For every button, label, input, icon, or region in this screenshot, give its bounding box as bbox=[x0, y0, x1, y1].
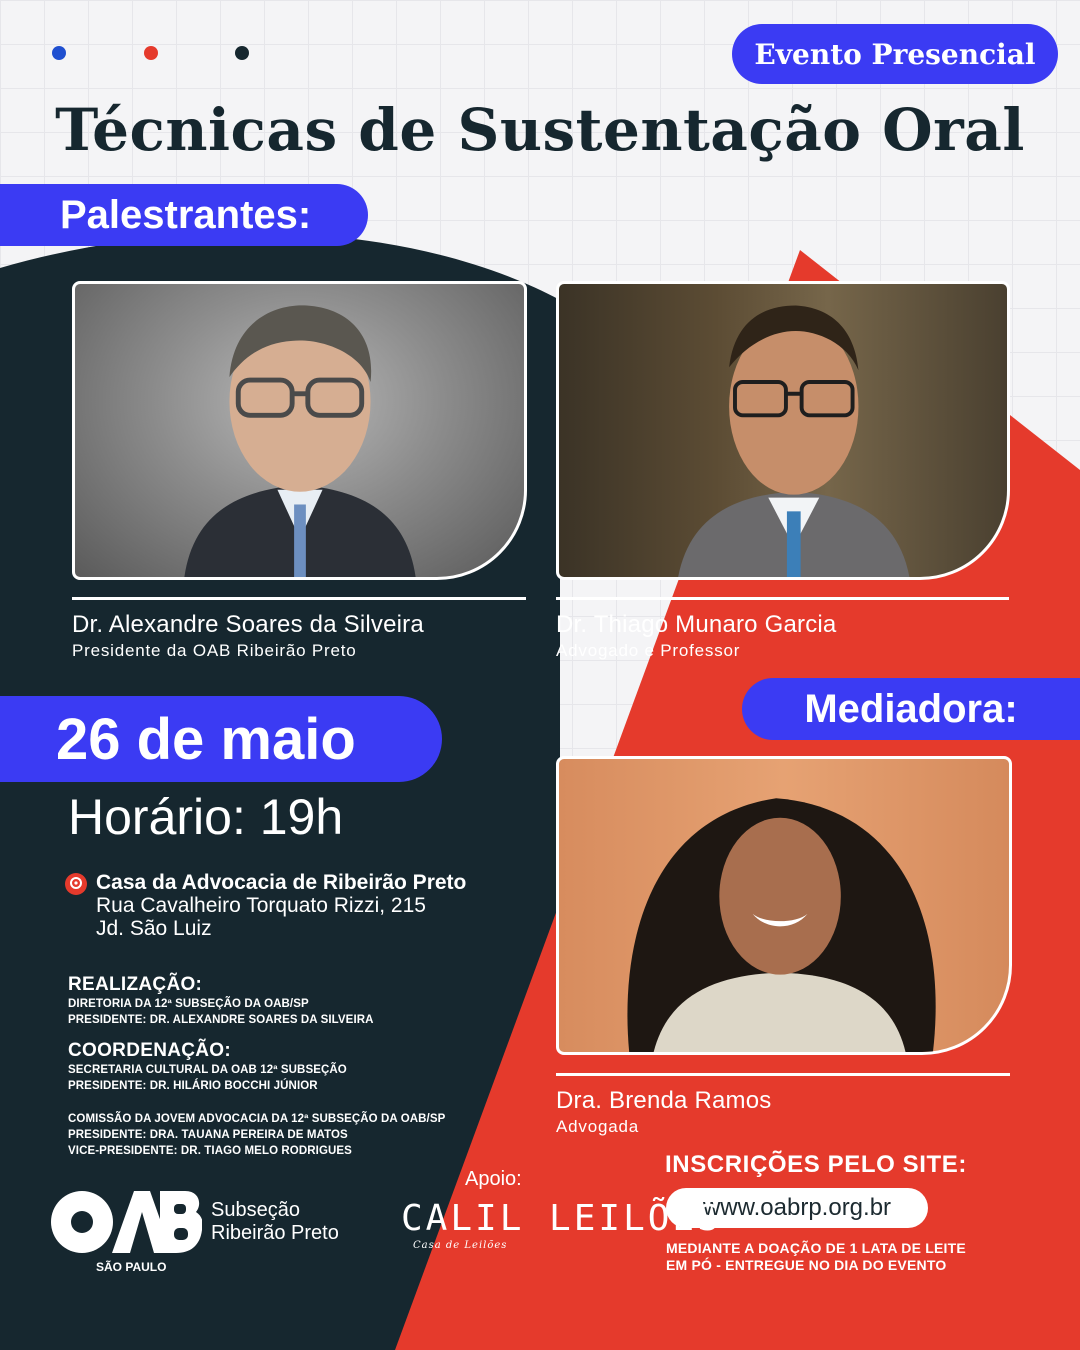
venue-district: Jd. São Luiz bbox=[96, 917, 212, 940]
oab-logo-icon bbox=[50, 1190, 202, 1254]
comissao-line-1: COMISSÃO DA JOVEM ADVOCACIA DA 12ª SUBSEÇÃO DA OAB/SP bbox=[68, 1113, 446, 1125]
registration-note-line-2: EM PÓ - ENTREGUE NO DIA DO EVENTO bbox=[666, 1257, 947, 1273]
event-time: Horário: 19h bbox=[68, 789, 344, 845]
realizacao-line-1: DIRETORIA DA 12ª SUBSEÇÃO DA OAB/SP bbox=[68, 998, 309, 1010]
navy-dot bbox=[235, 46, 249, 60]
comissao-line-3: VICE-PRESIDENTE: DR. TIAGO MELO RODRIGUES bbox=[68, 1145, 352, 1157]
speaker-1-name: Dr. Alexandre Soares da Silveira bbox=[72, 611, 424, 638]
coordenacao-title: COORDENAÇÃO: bbox=[68, 1040, 231, 1061]
sponsor-tagline: Casa de Leilões bbox=[413, 1240, 508, 1251]
registration-url-link[interactable]: www.oabrp.org.br bbox=[666, 1188, 928, 1228]
blue-dot bbox=[52, 46, 66, 60]
moderator-label: Mediadora: bbox=[742, 678, 1080, 740]
speaker-2-photo bbox=[556, 281, 1010, 580]
speakers-label: Palestrantes: bbox=[0, 184, 368, 246]
subsecao-line-1: Subseção bbox=[211, 1199, 300, 1221]
realizacao-line-2: PRESIDENTE: DR. ALEXANDRE SOARES DA SILVEIRA bbox=[68, 1014, 374, 1026]
red-dot bbox=[144, 46, 158, 60]
person-silhouette-icon bbox=[559, 759, 1009, 1052]
subsecao-line-2: Ribeirão Preto bbox=[211, 1222, 339, 1244]
event-title: Técnicas de Sustentação Oral bbox=[55, 96, 1025, 164]
moderator-name: Dra. Brenda Ramos bbox=[556, 1087, 772, 1114]
realizacao-title: REALIZAÇÃO: bbox=[68, 974, 203, 995]
event-date: 26 de maio bbox=[0, 696, 442, 782]
speaker-1-role: Presidente da OAB Ribeirão Preto bbox=[72, 641, 357, 660]
venue-street: Rua Cavalheiro Torquato Rizzi, 215 bbox=[96, 894, 426, 917]
oab-state-label: SÃO PAULO bbox=[96, 1260, 167, 1274]
moderator-divider bbox=[556, 1073, 1010, 1076]
location-pin-icon bbox=[64, 872, 88, 896]
venue-name: Casa da Advocacia de Ribeirão Preto bbox=[96, 871, 467, 894]
sponsor-logo-text: CALIL LEILÕES bbox=[401, 1198, 722, 1239]
speaker-2-role: Advogado e Professor bbox=[556, 641, 741, 660]
coordenacao-line-2: PRESIDENTE: DR. HILÁRIO BOCCHI JÚNIOR bbox=[68, 1080, 318, 1092]
support-label: Apoio: bbox=[465, 1168, 522, 1190]
registration-note-line-1: MEDIANTE A DOAÇÃO DE 1 LATA DE LEITE bbox=[666, 1240, 966, 1256]
event-type-badge: Evento Presencial bbox=[732, 24, 1058, 84]
moderator-photo bbox=[556, 756, 1012, 1055]
person-silhouette-icon bbox=[559, 284, 1007, 577]
coordenacao-line-1: SECRETARIA CULTURAL DA OAB 12ª SUBSEÇÃO bbox=[68, 1064, 347, 1076]
speaker-1-photo bbox=[72, 281, 527, 580]
moderator-role: Advogada bbox=[556, 1117, 639, 1136]
comissao-line-2: PRESIDENTE: DRA. TAUANA PEREIRA DE MATOS bbox=[68, 1129, 348, 1141]
speaker-1-divider bbox=[72, 597, 526, 600]
person-silhouette-icon bbox=[75, 284, 524, 577]
speaker-2-name: Dr. Thiago Munaro Garcia bbox=[556, 611, 837, 638]
registration-title: INSCRIÇÕES PELO SITE: bbox=[665, 1151, 967, 1178]
speaker-2-divider bbox=[556, 597, 1009, 600]
